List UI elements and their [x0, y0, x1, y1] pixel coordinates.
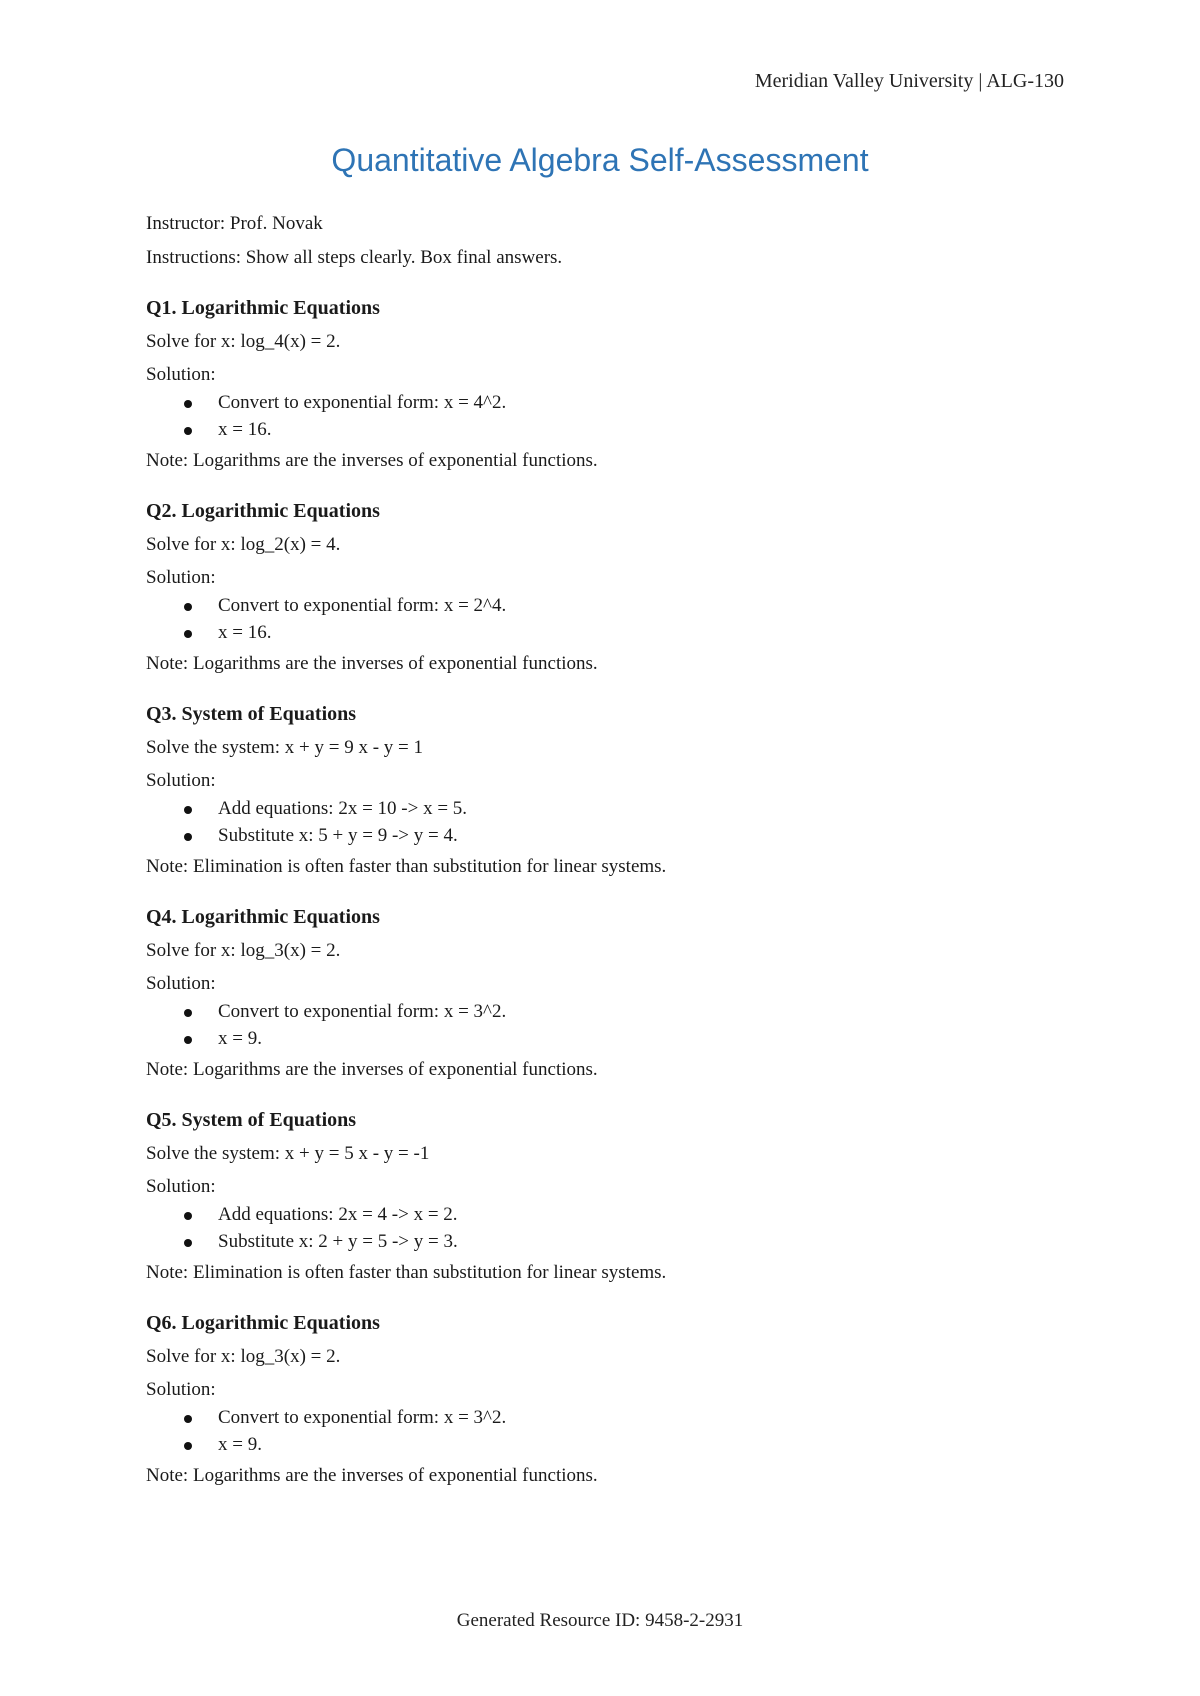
step-text: x = 16.: [218, 419, 272, 440]
step-text: Substitute x: 2 + y = 5 -> y = 3.: [218, 1231, 458, 1252]
question-block: [146, 296, 1066, 473]
step-text: x = 9.: [218, 1028, 262, 1049]
solution-label: Solution:: [146, 567, 216, 588]
solution-label: Solution:: [146, 1379, 216, 1400]
solution-step: [146, 621, 1066, 645]
question-heading: Q6. Logarithmic Equations: [146, 1312, 380, 1334]
question-note: Note: Logarithms are the inverses of exponential functions.: [146, 653, 598, 674]
solution-label: Solution:: [146, 770, 216, 791]
question-block: [146, 702, 1066, 879]
step-text: x = 9.: [218, 1434, 262, 1455]
instructor-line: Instructor: Prof. Novak: [146, 213, 323, 234]
bullet-icon: [184, 1442, 192, 1450]
step-text: Convert to exponential form: x = 3^2.: [218, 1407, 507, 1428]
solution-step: [146, 594, 1066, 618]
solution-step: [146, 1230, 1066, 1254]
question-prompt: Solve for x: log_2(x) = 4.: [146, 534, 341, 555]
question-prompt: Solve for x: log_3(x) = 2.: [146, 940, 341, 961]
solution-steps: [146, 391, 1066, 442]
document-body: [146, 212, 1066, 1488]
solution-step: [146, 1203, 1066, 1227]
solution-step: [146, 1027, 1066, 1051]
bullet-icon: [184, 630, 192, 638]
bullet-icon: [184, 1415, 192, 1423]
question-note: Note: Logarithms are the inverses of exponential functions.: [146, 1059, 598, 1080]
solution-step: [146, 1433, 1066, 1457]
step-text: x = 16.: [218, 622, 272, 643]
bullet-icon: [184, 427, 192, 435]
question-heading: Q4. Logarithmic Equations: [146, 906, 380, 928]
question-prompt: Solve for x: log_3(x) = 2.: [146, 1346, 341, 1367]
question-block: [146, 1311, 1066, 1488]
question-prompt: Solve the system: x + y = 5 x - y = -1: [146, 1143, 430, 1164]
solution-steps: [146, 1406, 1066, 1457]
question-prompt: Solve for x: log_4(x) = 2.: [146, 331, 341, 352]
step-text: Add equations: 2x = 4 -> x = 2.: [218, 1204, 458, 1225]
solution-label: Solution:: [146, 1176, 216, 1197]
instructions-line: Instructions: Show all steps clearly. Box final answers.: [146, 247, 563, 268]
bullet-icon: [184, 806, 192, 814]
solution-label: Solution:: [146, 973, 216, 994]
solution-steps: [146, 1000, 1066, 1051]
solution-step: [146, 391, 1066, 415]
question-note: Note: Logarithms are the inverses of exponential functions.: [146, 450, 598, 471]
step-text: Convert to exponential form: x = 2^4.: [218, 595, 507, 616]
solution-step: [146, 797, 1066, 821]
step-text: Add equations: 2x = 10 -> x = 5.: [218, 798, 468, 819]
step-text: Convert to exponential form: x = 4^2.: [218, 392, 507, 413]
bullet-icon: [184, 1036, 192, 1044]
question-heading: Q2. Logarithmic Equations: [146, 500, 380, 522]
bullet-icon: [184, 833, 192, 841]
question-block: [146, 499, 1066, 676]
bullet-icon: [184, 1239, 192, 1247]
bullet-icon: [184, 1212, 192, 1220]
running-header: Meridian Valley University | ALG-130: [754, 70, 1064, 92]
solution-steps: [146, 1203, 1066, 1254]
solution-step: [146, 1406, 1066, 1430]
question-prompt: Solve the system: x + y = 9 x - y = 1: [146, 737, 424, 758]
solution-step: [146, 418, 1066, 442]
question-heading: Q3. System of Equations: [146, 703, 357, 725]
page-footer: Generated Resource ID: 9458-2-2931: [456, 1610, 744, 1631]
question-note: Note: Elimination is often faster than substitution for linear systems.: [146, 856, 667, 877]
step-text: Substitute x: 5 + y = 9 -> y = 4.: [218, 825, 458, 846]
bullet-icon: [184, 1009, 192, 1017]
question-block: [146, 1108, 1066, 1285]
document-title: Quantitative Algebra Self-Assessment: [331, 142, 869, 178]
bullet-icon: [184, 400, 192, 408]
question-note: Note: Elimination is often faster than substitution for linear systems.: [146, 1262, 667, 1283]
solution-steps: [146, 797, 1066, 848]
solution-step: [146, 824, 1066, 848]
question-heading: Q5. System of Equations: [146, 1109, 357, 1131]
question-note: Note: Logarithms are the inverses of exponential functions.: [146, 1465, 598, 1486]
step-text: Convert to exponential form: x = 3^2.: [218, 1001, 507, 1022]
question-heading: Q1. Logarithmic Equations: [146, 297, 380, 319]
solution-step: [146, 1000, 1066, 1024]
solution-steps: [146, 594, 1066, 645]
solution-label: Solution:: [146, 364, 216, 385]
question-block: [146, 905, 1066, 1082]
bullet-icon: [184, 603, 192, 611]
